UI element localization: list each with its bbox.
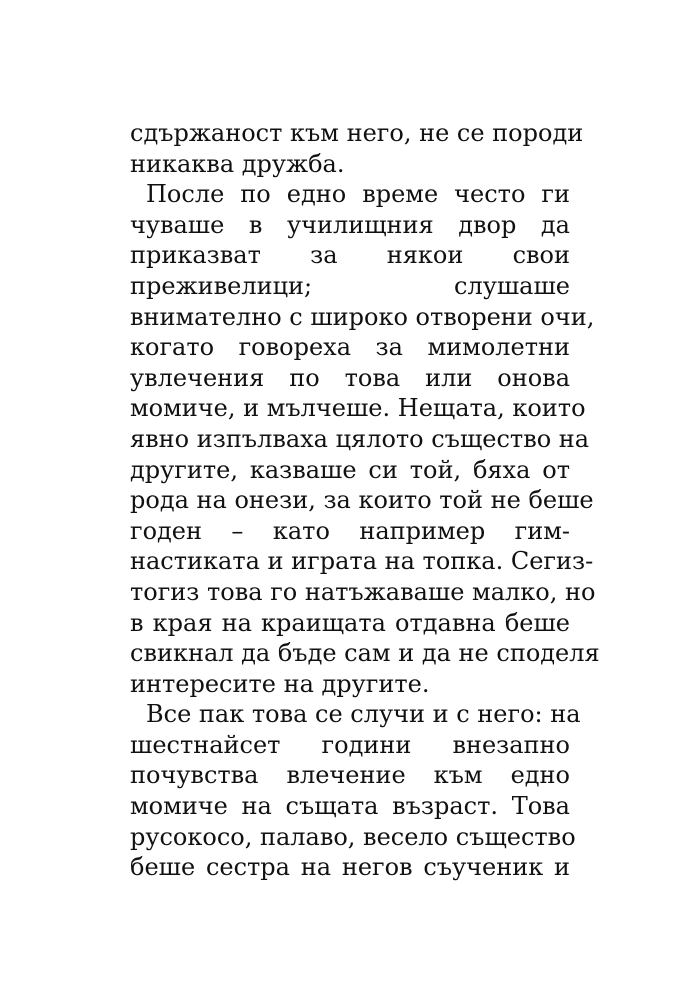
text-line: другите, казваше си той, бяха от (130, 455, 570, 484)
text-line: рода на онези, за които той не беше (130, 486, 594, 515)
text-line: свикнал да бъде сам и да не споделя (130, 639, 600, 668)
text-line: интересите на другите. (130, 669, 430, 698)
paragraph-start-line: Все пак това се случи и с него: на (146, 700, 581, 729)
text-line: внимателно с широко отворени очи, (130, 302, 595, 331)
text-line: момиче на същата възраст. Това (130, 792, 570, 821)
body-text (130, 118, 600, 883)
text-line: почувства влечение към едно (130, 761, 570, 790)
text-line: в края на краищата отдавна беше (130, 608, 570, 637)
text-line: момиче, и мълчеше. Нещата, които (130, 394, 586, 423)
text-line: когато говореха за мимолетни (130, 333, 570, 362)
text-line: преживелици; слушаше (130, 271, 570, 300)
text-line: тогиз това го натъжаваше малко, но (130, 577, 596, 606)
text-line: годен – като например гим- (130, 516, 570, 545)
text-line: явно изпълваха цялото същество на (130, 424, 590, 453)
text-line: русокосо, палаво, весело същество (130, 822, 576, 851)
text-line: шестнайсет години внезапно (130, 730, 570, 759)
text-line: сдържаност към него, не се породи (130, 119, 584, 147)
paragraph-start-line: После по едно време често ги (146, 180, 570, 209)
text-line: настиката и играта на топка. Сегиз- (130, 547, 594, 576)
text-line: приказват за някои свои (130, 241, 570, 270)
text-line: никаква дружба. (130, 149, 345, 178)
text-line: беше сестра на негов съученик и (130, 853, 570, 882)
text-line: чуваше в училищния двор да (130, 210, 570, 239)
text-line: увлечения по това или онова (130, 363, 570, 392)
